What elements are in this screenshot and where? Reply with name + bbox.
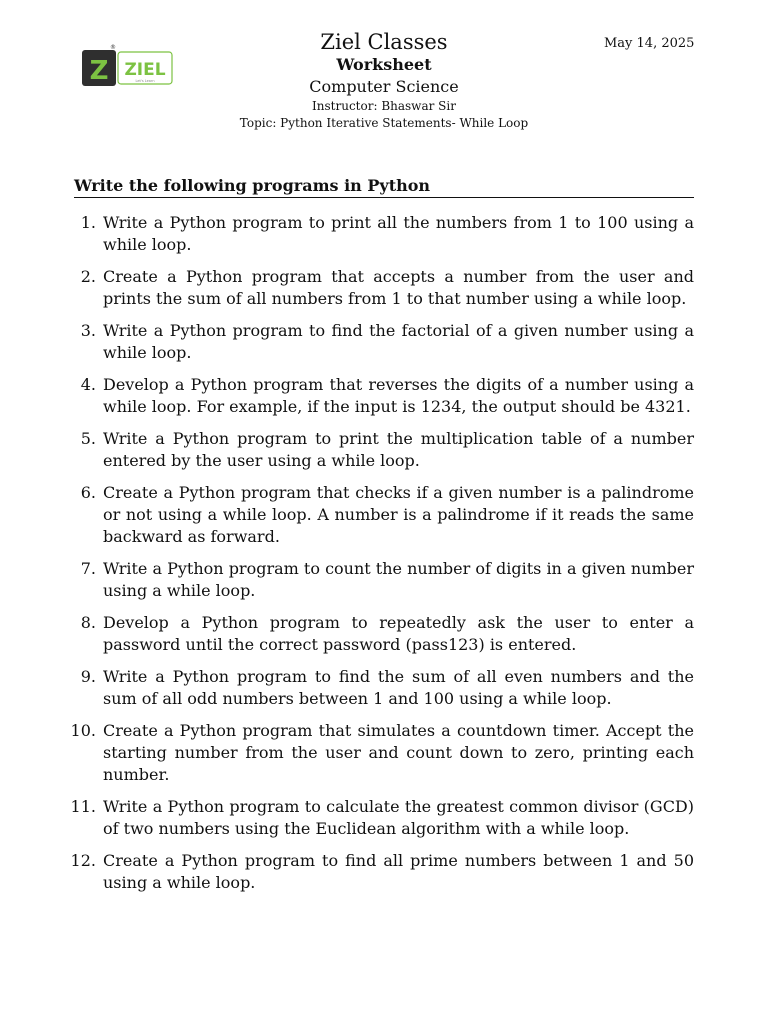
- question-item: [74, 558, 694, 602]
- logo-tagline: Let's Learn: [135, 79, 155, 83]
- question-text: Write a Python program to find the factorial of a given number using a while loop.: [103, 321, 694, 362]
- question-text: Write a Python program to print the multiplication table of a number entered by the user using a while loop.: [103, 429, 694, 470]
- question-item: [74, 612, 694, 656]
- question-item: [74, 212, 694, 256]
- question-item: [70, 720, 694, 786]
- logo-mark: Z: [89, 56, 109, 86]
- question-item: [74, 266, 694, 310]
- question-text: Write a Python program to print all the numbers from 1 to 100 using a while loop.: [103, 213, 694, 254]
- instructor-line: Instructor: Bhaswar Sir: [312, 99, 456, 113]
- document-type: Worksheet: [336, 55, 432, 74]
- question-number: 12.: [70, 851, 96, 870]
- question-text: Write a Python program to count the number of digits in a given number using a while loop.: [103, 559, 694, 600]
- question-text: Develop a Python program that reverses the digits of a number using a while loop. For example, if the input is 1234, the output should be 4321.: [103, 375, 694, 416]
- worksheet-header: [0, 30, 768, 132]
- section-heading: Write the following programs in Python: [74, 176, 694, 198]
- question-number: 11.: [70, 797, 96, 816]
- subject-name: Computer Science: [309, 77, 459, 96]
- topic-line: Topic: Python Iterative Statements- While Loop: [239, 116, 529, 130]
- question-number: 6.: [80, 483, 96, 502]
- question-text: Create a Python program that simulates a countdown timer. Accept the starting number from the user and count down to zero, printing each number.: [103, 721, 694, 784]
- question-text: Write a Python program to find the sum of all even numbers and the sum of all odd numbers between 1 and 100 using a while loop.: [103, 667, 694, 708]
- question-number: 5.: [80, 429, 96, 448]
- worksheet-date: May 14, 2025: [604, 36, 695, 51]
- question-number: 9.: [80, 667, 96, 686]
- question-item: [74, 374, 694, 418]
- question-list: [70, 212, 694, 904]
- question-item: [70, 850, 694, 894]
- question-number: 3.: [80, 321, 96, 340]
- question-text: Create a Python program that accepts a number from the user and prints the sum of all numbers from 1 to that number using a while loop.: [103, 267, 694, 308]
- question-number: 10.: [70, 721, 96, 740]
- question-number: 1.: [80, 213, 96, 232]
- question-item: [74, 666, 694, 710]
- logo-text: ZIEL: [124, 60, 166, 80]
- question-number: 7.: [80, 559, 96, 578]
- question-number: 8.: [80, 613, 96, 632]
- question-item: [74, 320, 694, 364]
- question-item: [74, 428, 694, 472]
- question-text: Write a Python program to calculate the greatest common divisor (GCD) of two numbers using the Euclidean algorithm with a while loop.: [103, 797, 694, 838]
- question-text: Create a Python program to find all prime numbers between 1 and 50 using a while loop.: [103, 851, 694, 892]
- question-item: [74, 482, 694, 548]
- question-number: 2.: [80, 267, 96, 286]
- school-name: Ziel Classes: [320, 30, 448, 54]
- question-text: Create a Python program that checks if a given number is a palindrome or not using a while loop. A number is a palindrome if it reads the same backward as forward.: [103, 483, 694, 546]
- logo-registered: ®: [110, 44, 116, 51]
- question-text: Develop a Python program to repeatedly ask the user to enter a password until the correct password (pass123) is entered.: [103, 613, 694, 654]
- question-number: 4.: [80, 375, 96, 394]
- question-item: [70, 796, 694, 840]
